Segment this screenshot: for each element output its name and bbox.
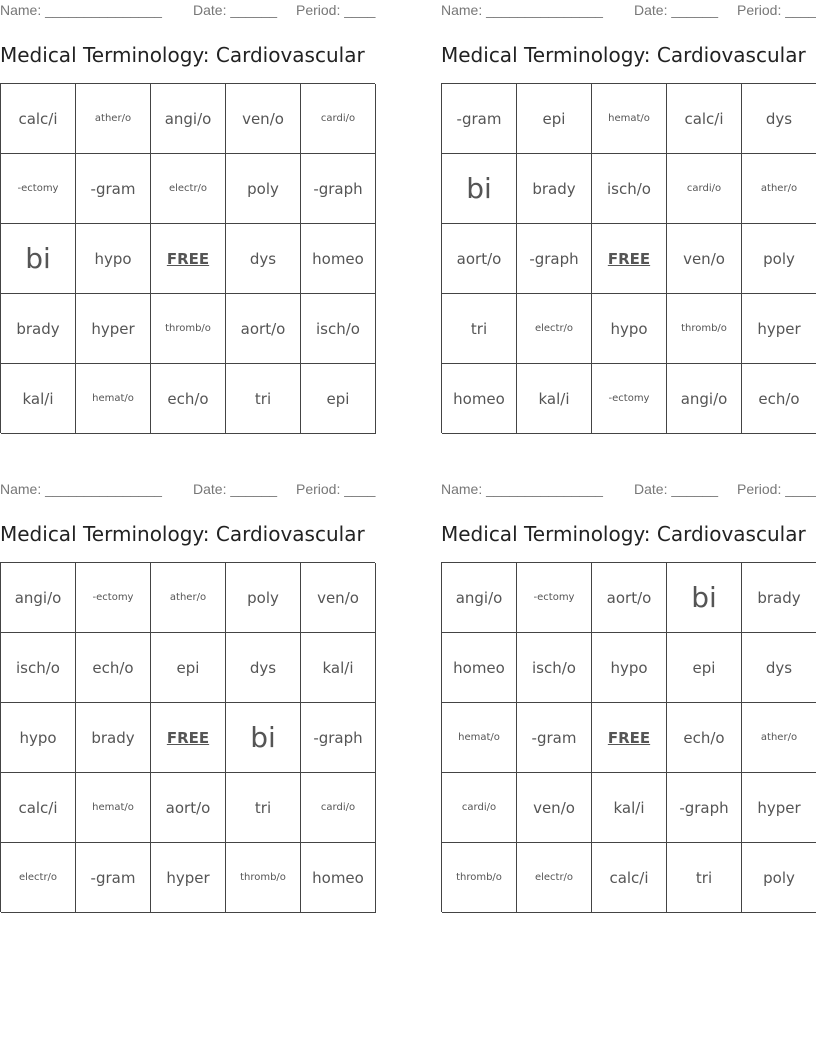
bingo-cell: calc/i xyxy=(592,843,667,913)
bingo-cell: tri xyxy=(226,364,301,434)
bingo-cell: -ectomy xyxy=(517,563,592,633)
name-field: Name: _______________ xyxy=(441,2,603,18)
bingo-cell: angi/o xyxy=(442,563,517,633)
bingo-cell: aort/o xyxy=(226,294,301,364)
bingo-cell: thromb/o xyxy=(151,294,226,364)
bingo-cell: ather/o xyxy=(742,703,816,773)
period-field: Period: ____ xyxy=(296,2,376,18)
period-field: Period: ____ xyxy=(296,481,376,497)
bingo-cell: thromb/o xyxy=(442,843,517,913)
bingo-cell: cardi/o xyxy=(301,773,376,843)
bingo-grid xyxy=(0,562,375,912)
bingo-cell: epi xyxy=(517,84,592,154)
bingo-cell: tri xyxy=(442,294,517,364)
bingo-cell: hypo xyxy=(592,633,667,703)
bingo-cell: aort/o xyxy=(151,773,226,843)
bingo-cell: aort/o xyxy=(592,563,667,633)
bingo-cell: cardi/o xyxy=(442,773,517,843)
bingo-cell: ven/o xyxy=(226,84,301,154)
bingo-cell: ech/o xyxy=(76,633,151,703)
bingo-grid xyxy=(441,562,816,912)
bingo-cell: kal/i xyxy=(517,364,592,434)
date-field: Date: ______ xyxy=(634,2,719,18)
bingo-cell: -graph xyxy=(667,773,742,843)
name-field: Name: _______________ xyxy=(441,481,603,497)
bingo-cell: kal/i xyxy=(1,364,76,434)
bingo-cell: cardi/o xyxy=(301,84,376,154)
bingo-cell: brady xyxy=(76,703,151,773)
bingo-cell: electr/o xyxy=(151,154,226,224)
bingo-cell: -gram xyxy=(442,84,517,154)
free-space-cell: FREE xyxy=(151,224,226,294)
bingo-cell: ven/o xyxy=(667,224,742,294)
student-info-header xyxy=(0,481,400,499)
bingo-cell: calc/i xyxy=(667,84,742,154)
bingo-cell: bi xyxy=(667,563,742,633)
bingo-cell: hemat/o xyxy=(76,773,151,843)
bingo-cell: isch/o xyxy=(1,633,76,703)
bingo-cell: angi/o xyxy=(151,84,226,154)
bingo-cell: hemat/o xyxy=(592,84,667,154)
student-info-header xyxy=(0,2,400,20)
free-space-cell: FREE xyxy=(151,703,226,773)
bingo-cell: dys xyxy=(226,224,301,294)
bingo-cell: homeo xyxy=(301,843,376,913)
bingo-cell: brady xyxy=(517,154,592,224)
bingo-cell: aort/o xyxy=(442,224,517,294)
bingo-cell: bi xyxy=(226,703,301,773)
bingo-cell: -ectomy xyxy=(1,154,76,224)
bingo-cell: ech/o xyxy=(151,364,226,434)
bingo-cell: hyper xyxy=(76,294,151,364)
bingo-cell: isch/o xyxy=(592,154,667,224)
free-space-cell: FREE xyxy=(592,224,667,294)
bingo-cell: ech/o xyxy=(742,364,816,434)
bingo-cell: bi xyxy=(1,224,76,294)
bingo-cell: ech/o xyxy=(667,703,742,773)
bingo-cell: electr/o xyxy=(517,843,592,913)
bingo-cell: thromb/o xyxy=(667,294,742,364)
free-space-cell: FREE xyxy=(592,703,667,773)
bingo-cell: -gram xyxy=(76,843,151,913)
bingo-cell: -graph xyxy=(517,224,592,294)
bingo-cell: -graph xyxy=(301,703,376,773)
card-title: Medical Terminology: Cardiovascular xyxy=(0,522,365,546)
bingo-cell: brady xyxy=(1,294,76,364)
name-field: Name: _______________ xyxy=(0,481,162,497)
bingo-cell: poly xyxy=(226,563,301,633)
bingo-cell: -graph xyxy=(301,154,376,224)
bingo-cell: thromb/o xyxy=(226,843,301,913)
bingo-cell: homeo xyxy=(442,364,517,434)
bingo-grid xyxy=(441,83,816,433)
bingo-cell: ven/o xyxy=(517,773,592,843)
bingo-cell: -ectomy xyxy=(592,364,667,434)
card-title: Medical Terminology: Cardiovascular xyxy=(441,43,806,67)
name-field: Name: _______________ xyxy=(0,2,162,18)
bingo-cell: poly xyxy=(226,154,301,224)
bingo-cell: ather/o xyxy=(151,563,226,633)
bingo-cell: epi xyxy=(667,633,742,703)
bingo-cell: ather/o xyxy=(76,84,151,154)
bingo-cell: poly xyxy=(742,224,816,294)
bingo-cell: epi xyxy=(151,633,226,703)
bingo-cell: -ectomy xyxy=(76,563,151,633)
bingo-cell: hyper xyxy=(742,773,816,843)
bingo-cell: cardi/o xyxy=(667,154,742,224)
card-title: Medical Terminology: Cardiovascular xyxy=(441,522,806,546)
bingo-cell: homeo xyxy=(301,224,376,294)
bingo-cell: tri xyxy=(667,843,742,913)
bingo-cell: dys xyxy=(742,84,816,154)
bingo-cell: hemat/o xyxy=(442,703,517,773)
bingo-cell: kal/i xyxy=(301,633,376,703)
period-field: Period: ____ xyxy=(737,481,816,497)
bingo-cell: calc/i xyxy=(1,84,76,154)
bingo-cell: homeo xyxy=(442,633,517,703)
bingo-cell: isch/o xyxy=(517,633,592,703)
bingo-cell: hypo xyxy=(592,294,667,364)
date-field: Date: ______ xyxy=(193,2,278,18)
date-field: Date: ______ xyxy=(193,481,278,497)
bingo-cell: dys xyxy=(742,633,816,703)
bingo-cell: tri xyxy=(226,773,301,843)
period-field: Period: ____ xyxy=(737,2,816,18)
bingo-cell: kal/i xyxy=(592,773,667,843)
bingo-cell: calc/i xyxy=(1,773,76,843)
date-field: Date: ______ xyxy=(634,481,719,497)
bingo-cell: ven/o xyxy=(301,563,376,633)
bingo-cell: bi xyxy=(442,154,517,224)
bingo-grid xyxy=(0,83,375,433)
bingo-cell: electr/o xyxy=(517,294,592,364)
bingo-cell: angi/o xyxy=(1,563,76,633)
bingo-cell: dys xyxy=(226,633,301,703)
card-title: Medical Terminology: Cardiovascular xyxy=(0,43,365,67)
bingo-cell: electr/o xyxy=(1,843,76,913)
bingo-cell: brady xyxy=(742,563,816,633)
bingo-cell: isch/o xyxy=(301,294,376,364)
bingo-cell: hypo xyxy=(1,703,76,773)
bingo-cell: epi xyxy=(301,364,376,434)
bingo-cell: hypo xyxy=(76,224,151,294)
bingo-cell: hyper xyxy=(151,843,226,913)
bingo-cell: hemat/o xyxy=(76,364,151,434)
bingo-cell: -gram xyxy=(76,154,151,224)
bingo-cell: poly xyxy=(742,843,816,913)
bingo-cell: ather/o xyxy=(742,154,816,224)
bingo-cell: angi/o xyxy=(667,364,742,434)
student-info-header xyxy=(441,481,816,499)
student-info-header xyxy=(441,2,816,20)
bingo-cell: hyper xyxy=(742,294,816,364)
bingo-cell: -gram xyxy=(517,703,592,773)
